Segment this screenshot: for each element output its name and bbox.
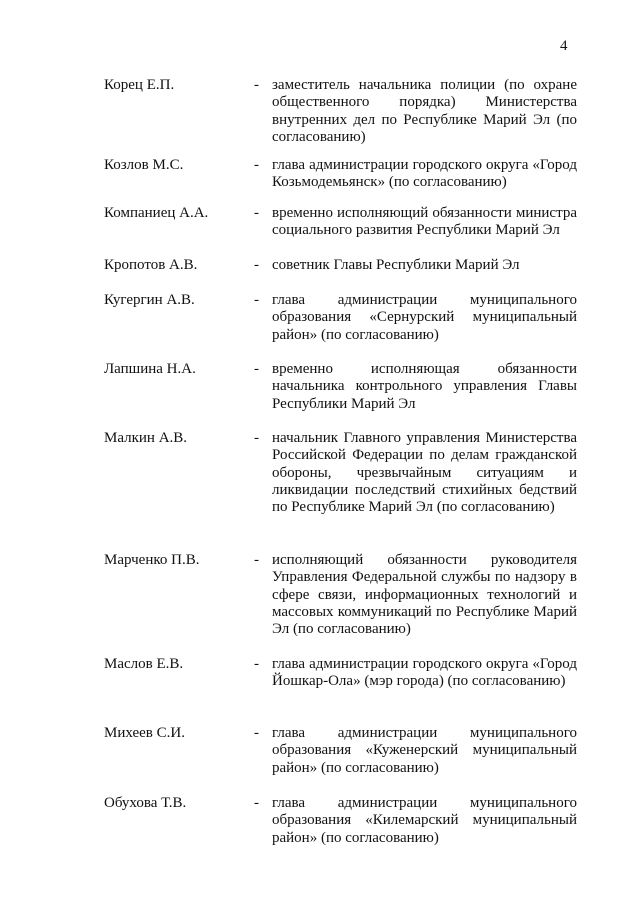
member-name: Маслов Е.В. — [104, 656, 184, 672]
member-role: глава администрации муниципального образования «Сернурский муниципальный район» (по согласованию) — [272, 292, 577, 343]
member-role: временно исполняющий обязанности министра социального развития Республики Марий Эл — [272, 205, 577, 239]
member-name: Кугергин А.В. — [104, 292, 195, 308]
member-role: временно исполняющая обязанности начальника контрольного управления Главы Республики Марий Эл — [272, 361, 577, 412]
dash-separator: - — [254, 257, 259, 273]
member-name: Малкин А.В. — [104, 430, 188, 446]
member-name: Марченко П.В. — [104, 552, 200, 568]
member-name: Компаниец А.А. — [104, 205, 209, 221]
dash-separator: - — [254, 725, 259, 741]
dash-separator: - — [254, 361, 259, 377]
dash-separator: - — [254, 292, 259, 308]
member-role: заместитель начальника полиции (по охране общественного порядка) Министерства внутренних дел по Республике Марий Эл (по согласованию) — [272, 77, 577, 145]
page-number: 4 — [560, 38, 568, 54]
dash-separator: - — [254, 656, 259, 672]
member-name: Корец Е.П. — [104, 77, 175, 93]
dash-separator: - — [254, 157, 259, 173]
dash-separator: - — [254, 77, 259, 93]
member-name: Михеев С.И. — [104, 725, 185, 741]
dash-separator: - — [254, 795, 259, 811]
member-role: советник Главы Республики Марий Эл — [272, 257, 520, 273]
member-name: Козлов М.С. — [104, 157, 184, 173]
dash-separator: - — [254, 205, 259, 221]
member-role: исполняющий обязанности руководителя Управления Федеральной службы по надзору в сфере связи, информационных технологий и массовых коммуникаций по Республике Марий Эл (по согласованию) — [272, 552, 577, 638]
member-name: Обухова Т.В. — [104, 795, 187, 811]
member-name: Лапшина Н.А. — [104, 361, 196, 377]
member-role: глава администрации муниципального образования «Куженерский муниципальный район» (по согласованию) — [272, 725, 577, 776]
dash-separator: - — [254, 430, 259, 446]
member-role: начальник Главного управления Министерства Российской Федерации по делам гражданской обороны, чрезвычайным ситуациям и ликвидации последствий стихийных бедствий по Республике Марий Эл (по согласованию) — [272, 430, 577, 516]
member-name: Кропотов А.В. — [104, 257, 198, 273]
member-role: глава администрации городского округа «Город Йошкар-Ола» (мэр города) (по согласованию) — [272, 656, 577, 690]
member-role: глава администрации муниципального образования «Килемарский муниципальный район» (по согласованию) — [272, 795, 577, 846]
dash-separator: - — [254, 552, 259, 568]
member-role: глава администрации городского округа «Город Козьмодемьянск» (по согласованию) — [272, 157, 577, 191]
